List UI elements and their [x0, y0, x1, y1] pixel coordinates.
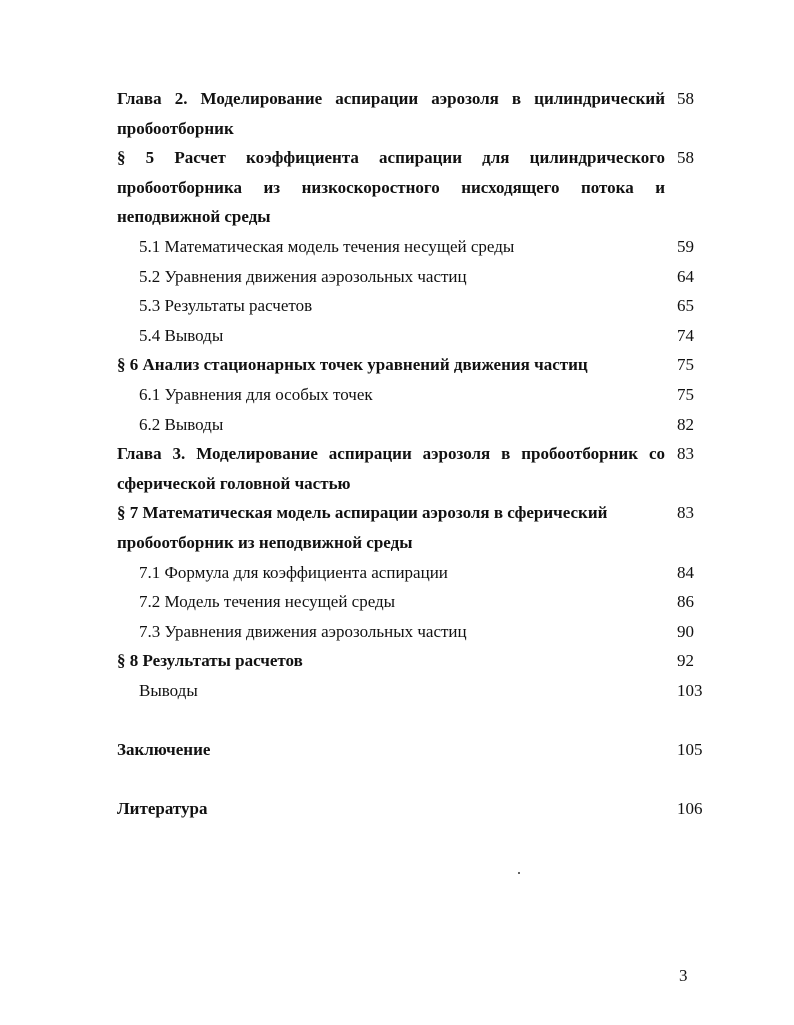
toc-section-5 [117, 143, 717, 232]
toc-entry-title: 7.3 Уравнения движения аэрозольных частиц [139, 621, 467, 641]
toc-literature [117, 794, 717, 824]
table-of-contents [117, 84, 717, 824]
toc-entry-title: Глава 3. Моделирование аспирации аэрозоля в пробоотборник со сферической головной частью [117, 444, 665, 493]
toc-entry-title: Заключение [117, 740, 211, 760]
toc-subsection-5-1 [117, 232, 717, 262]
toc-entry-title: § 6 Анализ стационарных точек уравнений движения частиц [117, 355, 588, 375]
toc-entry-page: 58 [677, 89, 694, 108]
spacer [117, 705, 717, 735]
toc-subsection-7-2 [117, 587, 717, 617]
toc-section-7 [117, 498, 717, 557]
toc-entry-page: 90 [677, 621, 694, 641]
toc-entry-page: 58 [677, 148, 694, 168]
toc-entry-page: 65 [677, 296, 694, 316]
toc-subsection-5-3 [117, 291, 717, 321]
toc-subsection-7-3 [117, 617, 717, 647]
toc-subsection-5-2 [117, 262, 717, 292]
toc-entry-title: Глава 2. Моделирование аспирации аэрозоля в цилиндрический пробоотборник [117, 89, 665, 138]
toc-section-8 [117, 646, 717, 676]
toc-entry-title: Выводы [139, 680, 198, 700]
toc-entry-page: 92 [677, 651, 694, 671]
toc-entry-page: 106 [677, 799, 703, 819]
toc-entry-title: § 8 Результаты расчетов [117, 651, 303, 671]
toc-subsection-6-2 [117, 410, 717, 440]
toc-entry-page: 86 [677, 592, 694, 612]
toc-entry-page: 75 [677, 355, 694, 375]
toc-chapter-2 [117, 84, 717, 143]
toc-subsection-7-1 [117, 558, 717, 588]
toc-entry-title: § 5 Расчет коэффициента аспирации для цилиндрического пробоотборника из низкоскоростного нисходящего потока и неподвижной среды [117, 148, 665, 227]
toc-entry-title: 6.2 Выводы [139, 414, 224, 434]
toc-entry-page: 105 [677, 740, 703, 760]
toc-entry-title: 5.1 Математическая модель течения несущей среды [139, 236, 515, 256]
toc-entry-page: 64 [677, 266, 694, 286]
toc-chapter-3 [117, 439, 717, 498]
toc-summary [117, 735, 717, 765]
toc-entry-title: 7.1 Формула для коэффициента аспирации [139, 562, 448, 582]
toc-entry-title: § 7 Математическая модель аспирации аэрозоля в сферический пробоотборник из неподвижной среды [117, 503, 608, 552]
toc-entry-title: 5.4 Выводы [139, 325, 224, 345]
toc-entry-page: 74 [677, 325, 694, 345]
toc-entry-page: 59 [677, 236, 694, 256]
toc-entry-title: 5.2 Уравнения движения аэрозольных частиц [139, 266, 467, 286]
toc-entry-title: 7.2 Модель течения несущей среды [139, 592, 396, 612]
toc-subsection-6-1 [117, 380, 717, 410]
scan-speck [518, 872, 520, 874]
toc-entry-title: 5.3 Результаты расчетов [139, 296, 313, 316]
spacer [117, 765, 717, 795]
toc-entry-page: 103 [677, 680, 703, 700]
toc-entry-page: 83 [677, 444, 694, 464]
toc-entry-page: 84 [677, 562, 694, 582]
toc-conclusions [117, 676, 717, 706]
toc-entry-title: Литература [117, 799, 208, 819]
toc-section-6 [117, 350, 717, 380]
toc-entry-title: 6.1 Уравнения для особых точек [139, 384, 373, 404]
toc-entry-page: 75 [677, 384, 694, 404]
toc-entry-page: 82 [677, 414, 694, 434]
toc-entry-page: 83 [677, 503, 694, 523]
toc-subsection-5-4 [117, 321, 717, 351]
page-number: 3 [679, 966, 688, 985]
